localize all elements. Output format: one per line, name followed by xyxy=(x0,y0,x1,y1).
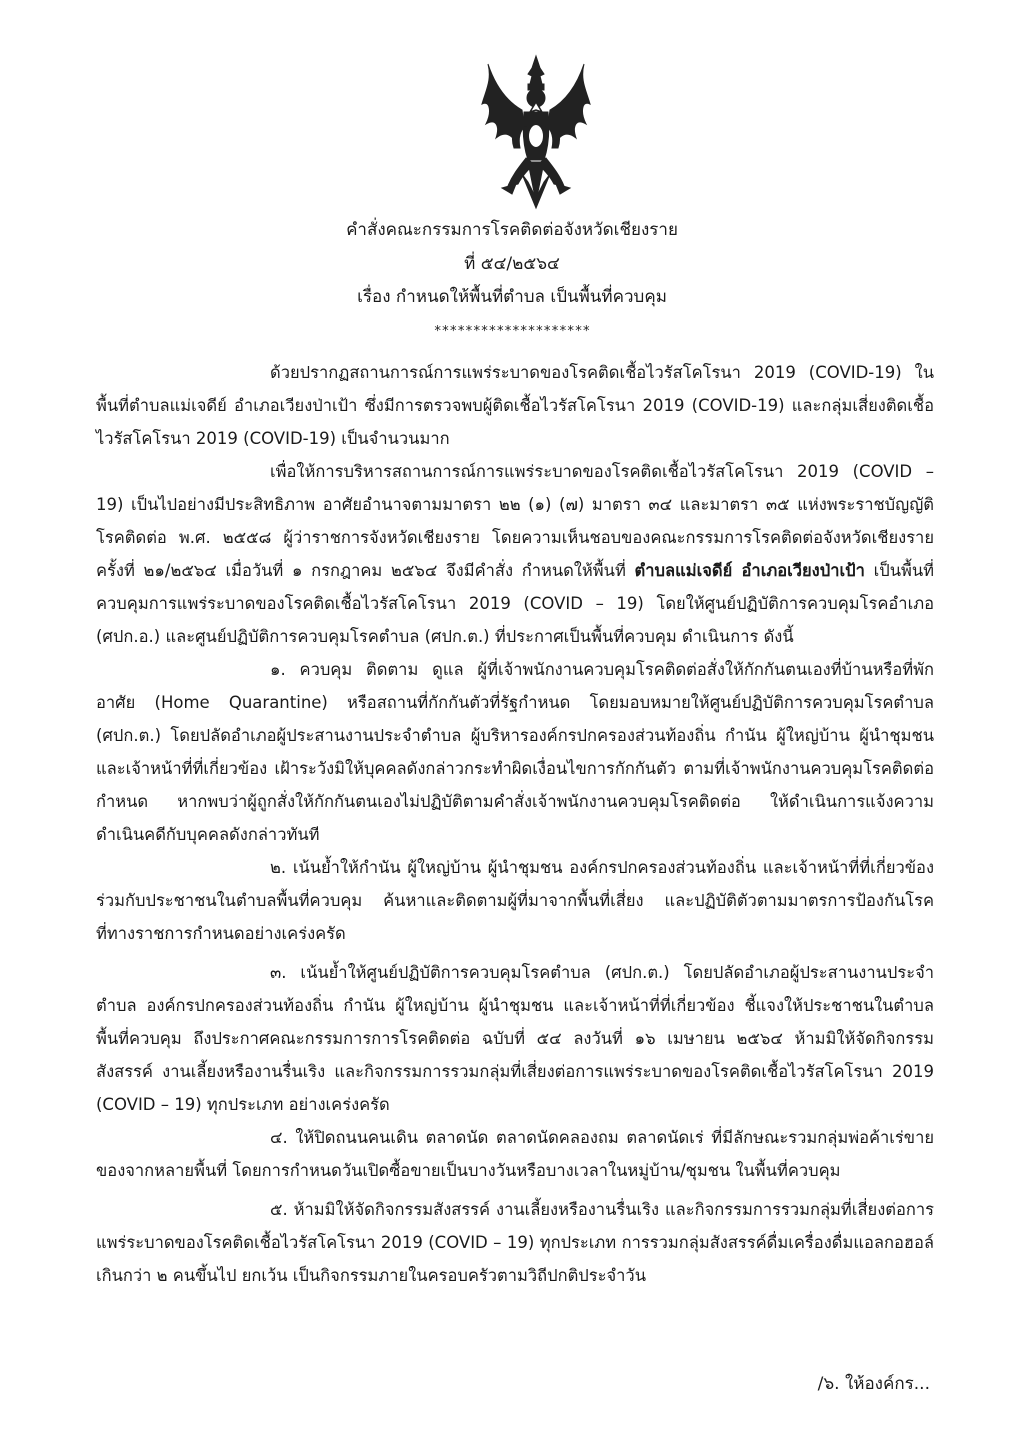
page-continuation: /๖. ให้องค์กร... xyxy=(817,1374,930,1394)
paragraph-order-bold-area: ตำบลแม่เจดีย์ อำเภอเวียงป่าเป้า xyxy=(634,561,865,580)
paragraph-order-text-a: เพื่อให้การบริหารสถานการณ์การแพร่ระบาดของโรคติดเชื้อไวรัสโคโรนา 2019 (COVID – 19) เป็นไปอย่างมีประสิทธิภาพ อาศัยอำนาจตามมาตรา ๒๒ (๑) (๗) มาตรา ๓๔ และมาตรา ๓๕ แห่งพระราชบัญญัติโรคติดต่อ พ.ศ. ๒๕๕๘ ผู้ว่าราชการจังหวัดเชียงราย โดยความเห็นชอบของคณะกรรมการโรคติดต่อจังหวัดเชียงราย ครั้งที่ ๒๑/๒๕๖๔ เมื่อวันที่ ๑ กรกฎาคม ๒๕๖๔ จึงมีคำสั่ง กำหนดให้พื้นที่ xyxy=(96,462,934,580)
order-subject: เรื่อง กำหนดให้พื้นที่ตำบล เป็นพื้นที่ควบคุม xyxy=(357,287,667,307)
paragraph-order xyxy=(96,455,934,653)
list-item-5: ๕. ห้ามมิให้จัดกิจกรรมสังสรรค์ งานเลี้ยงหรืองานรื่นเริง และกิจกรรมการรวมกลุ่มที่เสี่ยงต่อการแพร่ระบาดของโรคติดเชื้อไวรัสโคโรนา 2019 (COVID – 19) ทุกประเภท การรวมกลุ่มสังสรรค์ดื่มเครื่องดื่มแอลกอฮอล์ เกินกว่า ๒ คนขึ้นไป ยกเว้น เป็นกิจกรรมภายในครอบครัวตามวิถีปกติประจำวัน xyxy=(96,1200,934,1285)
list-item-2: ๒. เน้นย้ำให้กำนัน ผู้ใหญ่บ้าน ผู้นำชุมชน องค์กรปกครองส่วนท้องถิ่น และเจ้าหน้าที่ที่เกี่ยวข้อง ร่วมกับประชาชนในตำบลพื้นที่ควบคุม ค้นหาและติดตามผู้ที่มาจากพื้นที่เสี่ยง และปฏิบัติตัวตามมาตรการป้องกันโรคที่ทางราชการกำหนดอย่างเคร่งครัด xyxy=(96,858,934,943)
order-body xyxy=(96,356,934,1292)
list-item-1: ๑. ควบคุม ติดตาม ดูแล ผู้ที่เจ้าพนักงานควบคุมโรคติดต่อสั่งให้กักกันตนเองที่บ้านหรือที่พักอาศัย (Home Quarantine) หรือสถานที่กักกันตัวที่รัฐกำหนด โดยมอบหมายให้ศูนย์ปฏิบัติการควบคุมโรคตำบล (ศปก.ต.) โดยปลัดอำเภอผู้ประสานงานประจำตำบล ผู้บริหารองค์กรปกครองส่วนท้องถิ่น กำนัน ผู้ใหญ่บ้าน ผู้นำชุมชน และเจ้าหน้าที่ที่เกี่ยวข้อง เฝ้าระวังมิให้บุคคลดังกล่าวกระทำผิดเงื่อนไขการกักกันตัว ตามที่เจ้าพนักงานควบคุมโรคติดต่อกำหนด หากพบว่าผู้ถูกสั่งให้กักกันตนเองไม่ปฏิบัติตามคำสั่งเจ้าพนักงานควบคุมโรคติดต่อ ให้ดำเนินการแจ้งความดำเนินคดีกับบุคคลดังกล่าวทันที xyxy=(96,660,934,844)
paragraph-background: ด้วยปรากฏสถานการณ์การแพร่ระบาดของโรคติดเชื้อไวรัสโคโรนา 2019 (COVID-19) ในพื้นที่ตำบลแม่เจดีย์ อำเภอเวียงป่าเป้า ซึ่งมีการตรวจพบผู้ติดเชื้อไวรัสโคโรนา 2019 (COVID-19) และกลุ่มเสี่ยงติดเชื้อไวรัสโคโรนา 2019 (COVID-19) เป็นจำนวนมาก xyxy=(96,363,934,448)
order-number: ที่ ๕๔/๒๕๖๔ xyxy=(464,254,560,274)
order-title: คำสั่งคณะกรรมการโรคติดต่อจังหวัดเชียงราย xyxy=(346,220,678,240)
list-item-4: ๔. ให้ปิดถนนคนเดิน ตลาดนัด ตลาดนัดคลองถม ตลาดนัดเร่ ที่มีลักษณะรวมกลุ่มพ่อค้าเร่ขายของจากหลายพื้นที่ โดยการกำหนดวันเปิดซื้อขายเป็นบางวันหรือบางเวลาในหมู่บ้าน/ชุมชน ในพื้นที่ควบคุม xyxy=(96,1128,934,1180)
paragraph-order-text-b: เป็นพื้นที่ควบคุมการแพร่ระบาดของโรคติดเชื้อไวรัสโคโรนา 2019 (COVID – 19) โดยให้ศูนย์ปฏิบัติการควบคุมโรคอำเภอ (ศปก.อ.) และศูนย์ปฏิบัติการควบคุมโรคตำบล (ศปก.ต.) ที่ประกาศเป็นพื้นที่ควบคุม ดำเนินการ ดังนี้ xyxy=(96,561,935,646)
garuda-emblem-icon xyxy=(478,52,594,210)
separator-line: ******************** xyxy=(433,324,591,339)
list-item-3: ๓. เน้นย้ำให้ศูนย์ปฏิบัติการควบคุมโรคตำบล (ศปก.ต.) โดยปลัดอำเภอผู้ประสานงานประจำตำบล องค์กรปกครองส่วนท้องถิ่น กำนัน ผู้ใหญ่บ้าน ผู้นำชุมชน และเจ้าหน้าที่ที่เกี่ยวข้อง ชี้แจงให้ประชาชนในตำบลพื้นที่ควบคุม ถึงประกาศคณะกรรมการการโรคติดต่อ ฉบับที่ ๕๔ ลงวันที่ ๑๖ เมษายน ๒๕๖๔ ห้ามมิให้จัดกิจกรรมสังสรรค์ งานเลี้ยงหรืองานรื่นเริง และกิจกรรมการรวมกลุ่มที่เสี่ยงต่อการแพร่ระบาดของโรคติดเชื้อไวรัสโคโรนา 2019 (COVID – 19) ทุกประเภท อย่างเคร่งครัด xyxy=(96,963,934,1114)
